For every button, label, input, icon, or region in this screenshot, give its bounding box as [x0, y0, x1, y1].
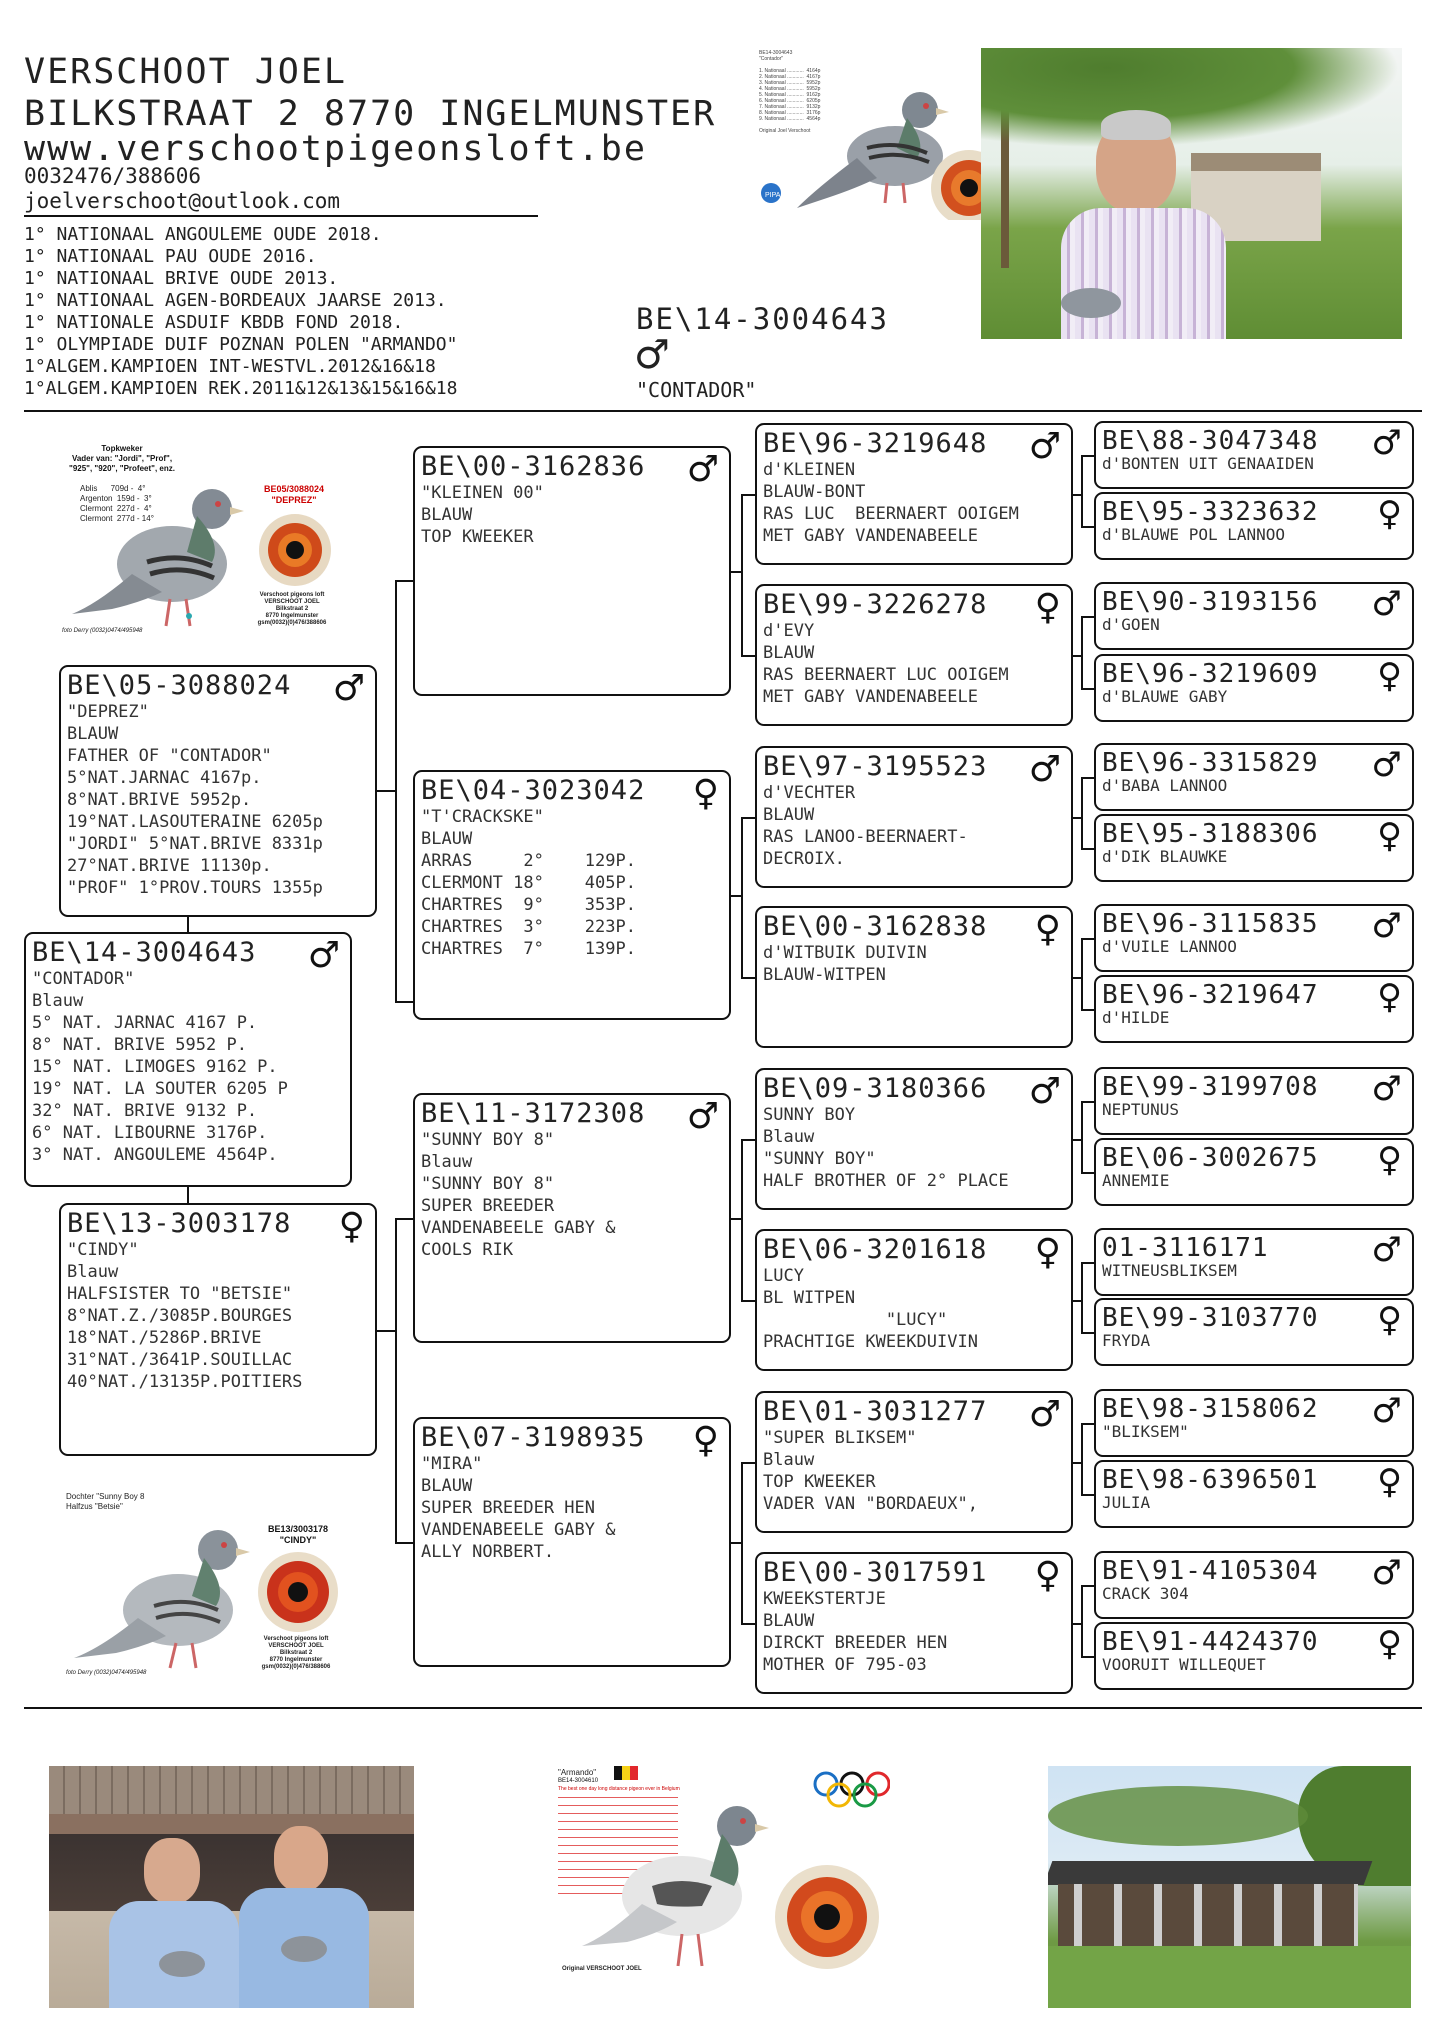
pigeon-detail-line: 8°NAT.Z./3085P.BOURGES: [67, 1306, 293, 1326]
pigeon-detail-line: VANDENABEELE GABY &: [421, 1218, 616, 1238]
pigeon-detail-line: COOLS RIK: [421, 1240, 514, 1260]
pigeon-detail-line: NEPTUNUS: [1102, 1100, 1180, 1119]
ring-number: BE\07-3198935: [421, 1422, 646, 1453]
ring-number: BE\99-3103770: [1102, 1303, 1319, 1333]
achievement-item: 1° NATIONAAL BRIVE OUDE 2013.: [24, 268, 339, 289]
pigeon-detail-line: 15° NAT. LIMOGES 9162 P.: [32, 1057, 278, 1077]
pigeon-detail-line: Blauw: [32, 991, 84, 1011]
pigeon-detail-line: BLAUW: [763, 643, 815, 663]
eye-icon: [256, 1550, 340, 1634]
female-symbol-icon: ♀: [692, 773, 719, 814]
pigeon-detail-line: ANNEMIE: [1102, 1171, 1170, 1190]
connector-line: [1081, 1332, 1094, 1334]
connector-line: [395, 1542, 413, 1544]
deprez-photo-card: [62, 444, 344, 640]
deprez-ring-label: BE05/3088024 "DEPREZ": [263, 484, 325, 505]
female-symbol-icon: ♀: [1377, 1140, 1402, 1180]
pedigree-box-gen2: [413, 770, 731, 1020]
pigeon-detail-line: HALFSISTER TO "BETSIE": [67, 1284, 293, 1304]
pedigree-box-gen4: [1094, 814, 1414, 882]
connector-line: [187, 1187, 189, 1203]
pedigree-box-gen4: [1094, 1067, 1414, 1135]
connector-line: [741, 977, 755, 979]
pigeon-illustration: [572, 1776, 792, 1976]
breeder-phone: 0032476/388606: [24, 164, 202, 188]
ring-number: BE\96-3315829: [1102, 748, 1319, 778]
armando-photo-card: [552, 1766, 890, 1978]
connector-line: [377, 790, 397, 792]
ring-number: BE\14-3004643: [32, 937, 257, 968]
pigeon-detail-line: BL WITPEN: [763, 1288, 856, 1308]
pigeon-detail-line: BLAUW-BONT: [763, 482, 866, 502]
female-symbol-icon: ♀: [692, 1420, 719, 1461]
pigeon-detail-line: RAS LUC BEERNAERT OOIGEM: [763, 504, 1019, 524]
pigeon-detail-line: VANDENABEELE GABY &: [421, 1520, 616, 1540]
pedigree-box-mother: [59, 1203, 377, 1456]
pigeon-detail-line: MET GABY VANDENABEELE: [763, 526, 978, 546]
pigeon-detail-line: 19° NAT. LA SOUTER 6205 P: [32, 1079, 288, 1099]
pigeon-detail-line: "SUNNY BOY 8": [421, 1174, 555, 1194]
pedigree-box-gen4: [1094, 1228, 1414, 1296]
connector-line: [741, 1462, 755, 1464]
pigeon-detail-line: "CINDY": [67, 1240, 139, 1260]
pedigree-box-gen4: [1094, 492, 1414, 560]
pigeon-illustration: [62, 454, 262, 634]
pigeon-detail-line: d'BLAUWE GABY: [1102, 687, 1228, 706]
pigeon-detail-line: PRACHTIGE KWEEKDUIVIN: [763, 1332, 978, 1352]
male-symbol-icon: ♂: [634, 332, 670, 378]
connector-line: [1081, 688, 1094, 690]
header-underline: [24, 215, 538, 217]
pedigree-box-gen4: [1094, 1298, 1414, 1366]
female-symbol-icon: ♀: [1377, 1624, 1402, 1664]
pigeon-detail-line: 18°NAT./5286P.BRIVE: [67, 1328, 262, 1348]
connector-line: [1081, 938, 1094, 940]
pigeon-detail-line: 19°NAT.LASOUTERAINE 6205p: [67, 812, 323, 832]
pedigree-box-gen4: [1094, 1622, 1414, 1690]
breeder-name: VERSCHOOT JOEL: [24, 52, 348, 92]
pigeon-detail-line: Blauw: [763, 1450, 815, 1470]
pigeon-detail-line: d'BABA LANNOO: [1102, 776, 1228, 795]
female-symbol-icon: ♀: [1377, 494, 1402, 534]
connector-line: [187, 917, 189, 932]
connector-line: [1081, 616, 1083, 690]
pigeon-detail-line: ALLY NORBERT.: [421, 1542, 555, 1562]
ring-number: BE\00-3017591: [763, 1557, 988, 1588]
breeders-photo: [49, 1766, 414, 2008]
pigeon-detail-line: 3° NAT. ANGOULEME 4564P.: [32, 1145, 278, 1165]
deprez-caption: Topkweker Vader van: "Jordi", "Prof", "925", "920", "Profeet", enz.: [69, 444, 175, 473]
connector-line: [1081, 938, 1083, 1011]
pigeon-detail-line: HALF BROTHER OF 2° PLACE: [763, 1171, 1009, 1191]
connector-line: [1081, 848, 1094, 850]
female-symbol-icon: ♀: [338, 1206, 365, 1247]
ring-number: BE\96-3219648: [763, 428, 988, 459]
pigeon-detail-line: 8° NAT. BRIVE 5952 P.: [32, 1035, 247, 1055]
pedigree-box-gen4: [1094, 975, 1414, 1043]
pigeon-detail-line: RAS LANOO-BEERNAERT-: [763, 827, 968, 847]
male-symbol-icon: ♂: [1028, 1071, 1061, 1112]
breeder-website[interactable]: www.verschootpigeonsloft.be: [24, 129, 647, 169]
ring-number: BE\01-3031277: [763, 1396, 988, 1427]
pedigree-box-gen2: [413, 1417, 731, 1667]
pedigree-box-gen3: [755, 1068, 1073, 1210]
ring-number: BE\96-3219609: [1102, 659, 1319, 689]
pigeon-detail-line: CHARTRES 3° 223P.: [421, 917, 636, 937]
connector-line: [1081, 455, 1083, 528]
connector-line: [377, 1330, 397, 1332]
deprez-results: Ablis 709d - 4° Argenton 159d - 3° Clermont 227d - 4° Clermont 277d - 14°: [80, 484, 154, 523]
pedigree-box-gen3: [755, 1229, 1073, 1371]
subject-name-header: "CONTADOR": [636, 378, 757, 402]
ring-number: BE\90-3193156: [1102, 587, 1319, 617]
eye-icon: [772, 1862, 882, 1972]
pigeon-detail-line: SUPER BREEDER: [421, 1196, 555, 1216]
male-symbol-icon: ♂: [1371, 906, 1402, 946]
connector-line: [741, 494, 743, 657]
pigeon-detail-line: "LUCY": [763, 1310, 948, 1330]
connector-line: [1081, 1423, 1094, 1425]
male-symbol-icon: ♂: [1371, 584, 1402, 624]
pigeon-detail-line: d'VECHTER: [763, 783, 856, 803]
pigeon-detail-line: BLAUW: [421, 1476, 473, 1496]
pedigree-box-gen3: [755, 1391, 1073, 1533]
pigeon-detail-line: "SUNNY BOY": [763, 1149, 876, 1169]
pigeon-detail-line: 6° NAT. LIBOURNE 3176P.: [32, 1123, 268, 1143]
pigeon-detail-line: "SUNNY BOY 8": [421, 1130, 555, 1150]
ring-number: BE\98-6396501: [1102, 1465, 1319, 1495]
pedigree-box-father: [59, 665, 377, 917]
pigeon-detail-line: FRYDA: [1102, 1331, 1151, 1350]
female-symbol-icon: ♀: [1034, 587, 1061, 628]
pigeon-detail-line: BLAUW: [763, 1611, 815, 1631]
connector-line: [1081, 777, 1094, 779]
eye-icon: [257, 512, 333, 588]
pigeon-detail-line: CLERMONT 18° 405P.: [421, 873, 636, 893]
pedigree-box-gen4: [1094, 904, 1414, 972]
connector-line: [1081, 1009, 1094, 1011]
pigeon-detail-line: LUCY: [763, 1266, 804, 1286]
pigeon-detail-line: 40°NAT./13135P.POITIERS: [67, 1372, 303, 1392]
male-symbol-icon: ♂: [686, 449, 719, 490]
pigeon-detail-line: "CONTADOR": [32, 969, 135, 989]
pigeon-detail-line: FATHER OF "CONTADOR": [67, 746, 272, 766]
pigeon-detail-line: 32° NAT. BRIVE 9132 P.: [32, 1101, 258, 1121]
connector-line: [1081, 777, 1083, 850]
ring-number: BE\00-3162836: [421, 451, 646, 482]
connector-line: [741, 1462, 743, 1625]
pigeon-detail-line: CRACK 304: [1102, 1584, 1189, 1603]
armando-footer: Original VERSCHOOT JOEL: [562, 1966, 642, 1972]
pigeon-detail-line: d'BONTEN UIT GENAAIDEN: [1102, 454, 1314, 473]
pigeon-detail-line: Blauw: [421, 1152, 473, 1172]
pigeon-detail-line: d'GOEN: [1102, 615, 1160, 634]
connector-line: [741, 817, 743, 979]
connector-line: [1081, 1172, 1094, 1174]
connector-line: [741, 1139, 755, 1141]
connector-line: [395, 1001, 413, 1003]
female-symbol-icon: ♀: [1377, 977, 1402, 1017]
pigeon-detail-line: DECROIX.: [763, 849, 845, 869]
connector-line: [395, 580, 397, 1002]
olympic-rings-icon: [810, 1768, 890, 1808]
pigeon-detail-line: "JORDI" 5°NAT.BRIVE 8331p: [67, 834, 323, 854]
pigeon-detail-line: TOP KWEEKER: [421, 527, 534, 547]
pedigree-box-gen4: [1094, 1551, 1414, 1619]
pigeon-detail-line: d'DIK BLAUWKE: [1102, 847, 1228, 866]
female-symbol-icon: ♀: [1377, 1462, 1402, 1502]
connector-line: [1081, 1423, 1083, 1496]
pigeon-detail-line: Blauw: [763, 1127, 815, 1147]
pigeon-detail-line: d'KLEINEN: [763, 460, 856, 480]
male-symbol-icon: ♂: [1371, 1069, 1402, 1109]
pedigree-box-gen4: [1094, 1460, 1414, 1528]
breeder-address: BILKSTRAAT 2 8770 INGELMUNSTER: [24, 94, 717, 134]
loft-building-photo: [1048, 1766, 1411, 2008]
pigeon-detail-line: TOP KWEEKER: [763, 1472, 876, 1492]
ring-number: BE\05-3088024: [67, 670, 292, 701]
ring-number: BE\13-3003178: [67, 1208, 292, 1239]
ring-number: BE\98-3158062: [1102, 1394, 1319, 1424]
pigeon-detail-line: MOTHER OF 795-03: [763, 1655, 927, 1675]
ring-number: BE\09-3180366: [763, 1073, 988, 1104]
male-symbol-icon: ♂: [1371, 1553, 1402, 1593]
pigeon-detail-line: BLAUW: [421, 505, 473, 525]
pedigree-box-gen4: [1094, 654, 1414, 722]
pedigree-box-gen3: [755, 906, 1073, 1048]
connector-line: [1081, 1494, 1094, 1496]
ring-number: BE\00-3162838: [763, 911, 988, 942]
section-divider-top: [24, 410, 1422, 412]
male-symbol-icon: ♂: [1028, 426, 1061, 467]
connector-line: [1081, 1585, 1094, 1587]
pedigree-box-subject: [24, 932, 352, 1187]
achievement-item: 1°ALGEM.KAMPIOEN REK.2011&12&13&15&16&18: [24, 378, 458, 399]
male-symbol-icon: ♂: [1371, 1391, 1402, 1431]
connector-line: [741, 655, 755, 657]
female-symbol-icon: ♀: [1377, 656, 1402, 696]
ring-number: BE\91-4424370: [1102, 1627, 1319, 1657]
female-symbol-icon: ♀: [1034, 1555, 1061, 1596]
pigeon-detail-line: "DEPREZ": [67, 702, 149, 722]
male-symbol-icon: ♂: [1028, 1394, 1061, 1435]
male-symbol-icon: ♂: [1371, 423, 1402, 463]
pigeon-detail-line: JULIA: [1102, 1493, 1151, 1512]
cindy-credit: foto Derry (0032)0474/495948: [66, 1670, 147, 1676]
breeder-email[interactable]: joelverschoot@outlook.com: [24, 189, 341, 213]
pedigree-box-gen2: [413, 1093, 731, 1343]
pedigree-box-gen3: [755, 423, 1073, 565]
connector-line: [395, 580, 413, 582]
male-symbol-icon: ♂: [686, 1096, 719, 1137]
ring-number: BE\99-3226278: [763, 589, 988, 620]
armando-subtitle: The best one day long distance pigeon ever in Belgium: [558, 1786, 680, 1792]
pigeon-detail-line: VOORUIT WILLEQUET: [1102, 1655, 1266, 1674]
pigeon-detail-line: KWEEKSTERTJE: [763, 1589, 886, 1609]
ring-number: BE\96-3219647: [1102, 980, 1319, 1010]
section-divider-bottom: [24, 1707, 1422, 1709]
achievement-item: 1° OLYMPIADE DUIF POZNAN POLEN "ARMANDO": [24, 334, 458, 355]
ring-number: BE\06-3201618: [763, 1234, 988, 1265]
pigeon-detail-line: SUNNY BOY: [763, 1105, 856, 1125]
deprez-credit: foto Derry (0032)0474/495948: [62, 628, 143, 634]
header-pigeon-photo: BE14-3004643 "Contador" 1. Nationaal ............ 4164p 2. Nationaal ............ 4167p 3. Nationaal ............ 5952p 4. Nationaal ............ 5952p 5. Nationaal ............ 9162p 6. Nationaal ............ 6205p 7. Nationaal ............ 9132p 8. Nationaal ............ 3176p 9. Nationaal ............ 4564p Original Joel Verschoot PIPA: [757, 48, 1009, 220]
pigeon-detail-line: "KLEINEN 00": [421, 483, 544, 503]
connector-line: [395, 1218, 397, 1544]
male-symbol-icon: ♂: [307, 935, 340, 976]
pedigree-box-gen2: [413, 446, 731, 696]
male-symbol-icon: ♂: [1028, 749, 1061, 790]
connector-line: [1081, 1101, 1083, 1174]
achievement-item: 1° NATIONAAL ANGOULEME OUDE 2018.: [24, 224, 382, 245]
pigeon-detail-line: 5°NAT.JARNAC 4167p.: [67, 768, 262, 788]
pigeon-detail-line: CHARTRES 7° 139P.: [421, 939, 636, 959]
pigeon-detail-line: DIRCKT BREEDER HEN: [763, 1633, 948, 1653]
connector-line: [1081, 1262, 1083, 1334]
pedigree-box-gen4: [1094, 1138, 1414, 1206]
male-symbol-icon: ♂: [1371, 745, 1402, 785]
pigeon-detail-line: MET GABY VANDENABEELE: [763, 687, 978, 707]
pigeon-detail-line: d'VUILE LANNOO: [1102, 937, 1237, 956]
pigeon-detail-line: SUPER BREEDER HEN: [421, 1498, 595, 1518]
connector-line: [1081, 1262, 1094, 1264]
pigeon-detail-line: 5° NAT. JARNAC 4167 P.: [32, 1013, 258, 1033]
pigeon-detail-line: BLAUW: [67, 724, 119, 744]
female-symbol-icon: ♀: [1377, 816, 1402, 856]
pedigree-box-gen4: [1094, 743, 1414, 811]
pigeon-detail-line: "SUPER BLIKSEM": [763, 1428, 917, 1448]
pigeon-detail-line: "T'CRACKSKE": [421, 807, 544, 827]
pigeon-detail-line: 27°NAT.BRIVE 11130p.: [67, 856, 272, 876]
pigeon-detail-line: CHARTRES 9° 353P.: [421, 895, 636, 915]
cindy-photo-card: [66, 1484, 348, 1680]
pigeon-detail-line: BLAUW: [421, 829, 473, 849]
ring-number: BE\97-3195523: [763, 751, 988, 782]
svg-text:PIPA: PIPA: [765, 192, 781, 199]
pigeon-detail-line: d'EVY: [763, 621, 815, 641]
pigeon-detail-line: RAS BEERNAERT LUC OOIGEM: [763, 665, 1009, 685]
ring-number: BE\95-3323632: [1102, 497, 1319, 527]
pigeon-detail-line: d'HILDE: [1102, 1008, 1170, 1027]
pedigree-box-gen4: [1094, 1389, 1414, 1457]
cindy-caption: Dochter "Sunny Boy 8 Halfzus "Betsie": [66, 1492, 145, 1511]
connector-line: [741, 1300, 755, 1302]
pigeon-detail-line: ARRAS 2° 129P.: [421, 851, 636, 871]
ring-number: 01-3116171: [1102, 1233, 1269, 1263]
pigeon-detail-line: "MIRA": [421, 1454, 483, 1474]
deprez-loft-info: Verschoot pigeons loft VERSCHOOT JOEL Bilkstraat 2 8770 Ingelmunster gsm(0032)(0)476/388606: [257, 592, 327, 626]
ring-number: BE\99-3199708: [1102, 1072, 1319, 1102]
female-symbol-icon: ♀: [1034, 1232, 1061, 1273]
achievement-item: 1° NATIONAAL PAU OUDE 2016.: [24, 246, 317, 267]
pedigree-box-gen3: [755, 1552, 1073, 1694]
pigeon-detail-line: BLAUW-WITPEN: [763, 965, 886, 985]
connector-line: [741, 817, 755, 819]
connector-line: [1081, 526, 1094, 528]
subject-ring-header: BE\14-3004643: [636, 302, 889, 336]
pedigree-box-gen4: [1094, 582, 1414, 650]
ring-number: BE\91-4105304: [1102, 1556, 1319, 1586]
cindy-ring-label: BE13/3003178 "CINDY": [267, 1524, 329, 1545]
ring-number: BE\06-3002675: [1102, 1143, 1319, 1173]
ring-number: BE\96-3115835: [1102, 909, 1319, 939]
pigeon-detail-line: 31°NAT./3641P.SOUILLAC: [67, 1350, 293, 1370]
connector-line: [1081, 1585, 1083, 1658]
pigeon-detail-line: "BLIKSEM": [1102, 1422, 1189, 1441]
pigeon-detail-line: BLAUW: [763, 805, 815, 825]
male-symbol-icon: ♂: [332, 668, 365, 709]
armando-ring: BE14-3004610: [558, 1778, 599, 1784]
armando-title: "Armando": [558, 1768, 597, 1777]
female-symbol-icon: ♀: [1377, 1300, 1402, 1340]
achievement-item: 1° NATIONALE ASDUIF KBDB FOND 2018.: [24, 312, 404, 333]
connector-line: [741, 1139, 743, 1302]
pigeon-detail-line: Blauw: [67, 1262, 119, 1282]
pedigree-box-gen3: [755, 746, 1073, 888]
connector-line: [1081, 455, 1094, 457]
male-symbol-icon: ♂: [1371, 1230, 1402, 1270]
pigeon-detail-line: 8°NAT.BRIVE 5952p.: [67, 790, 252, 810]
ring-number: BE\88-3047348: [1102, 426, 1319, 456]
connector-line: [741, 494, 755, 496]
pedigree-box-gen4: [1094, 421, 1414, 489]
female-symbol-icon: ♀: [1034, 909, 1061, 950]
pigeon-detail-line: "PROF" 1°PROV.TOURS 1355p: [67, 878, 323, 898]
connector-line: [1081, 1656, 1094, 1658]
achievement-item: 1° NATIONAAL AGEN-BORDEAUX JAARSE 2013.: [24, 290, 447, 311]
ring-number: BE\04-3023042: [421, 775, 646, 806]
achievements-list: [24, 224, 457, 400]
pigeon-illustration: [66, 1498, 266, 1678]
connector-line: [741, 1623, 755, 1625]
ring-number: BE\95-3188306: [1102, 819, 1319, 849]
pigeon-detail-line: d'WITBUIK DUIVIN: [763, 943, 927, 963]
pigeon-detail-line: d'BLAUWE POL LANNOO: [1102, 525, 1286, 544]
connector-line: [1081, 1101, 1094, 1103]
connector-line: [1081, 616, 1094, 618]
pigeon-detail-line: WITNEUSBLIKSEM: [1102, 1261, 1237, 1280]
achievement-item: 1°ALGEM.KAMPIOEN INT-WESTVL.2012&16&18: [24, 356, 436, 377]
pigeon-detail-line: VADER VAN "BORDAEUX",: [763, 1494, 978, 1514]
cindy-loft-info: Verschoot pigeons loft VERSCHOOT JOEL Bilkstraat 2 8770 Ingelmunster gsm(0032)(0)476/388606: [261, 1636, 331, 1670]
pedigree-box-gen3: [755, 584, 1073, 726]
connector-line: [395, 1218, 413, 1220]
breeder-portrait-photo: [981, 48, 1402, 339]
ring-number: BE\11-3172308: [421, 1098, 646, 1129]
